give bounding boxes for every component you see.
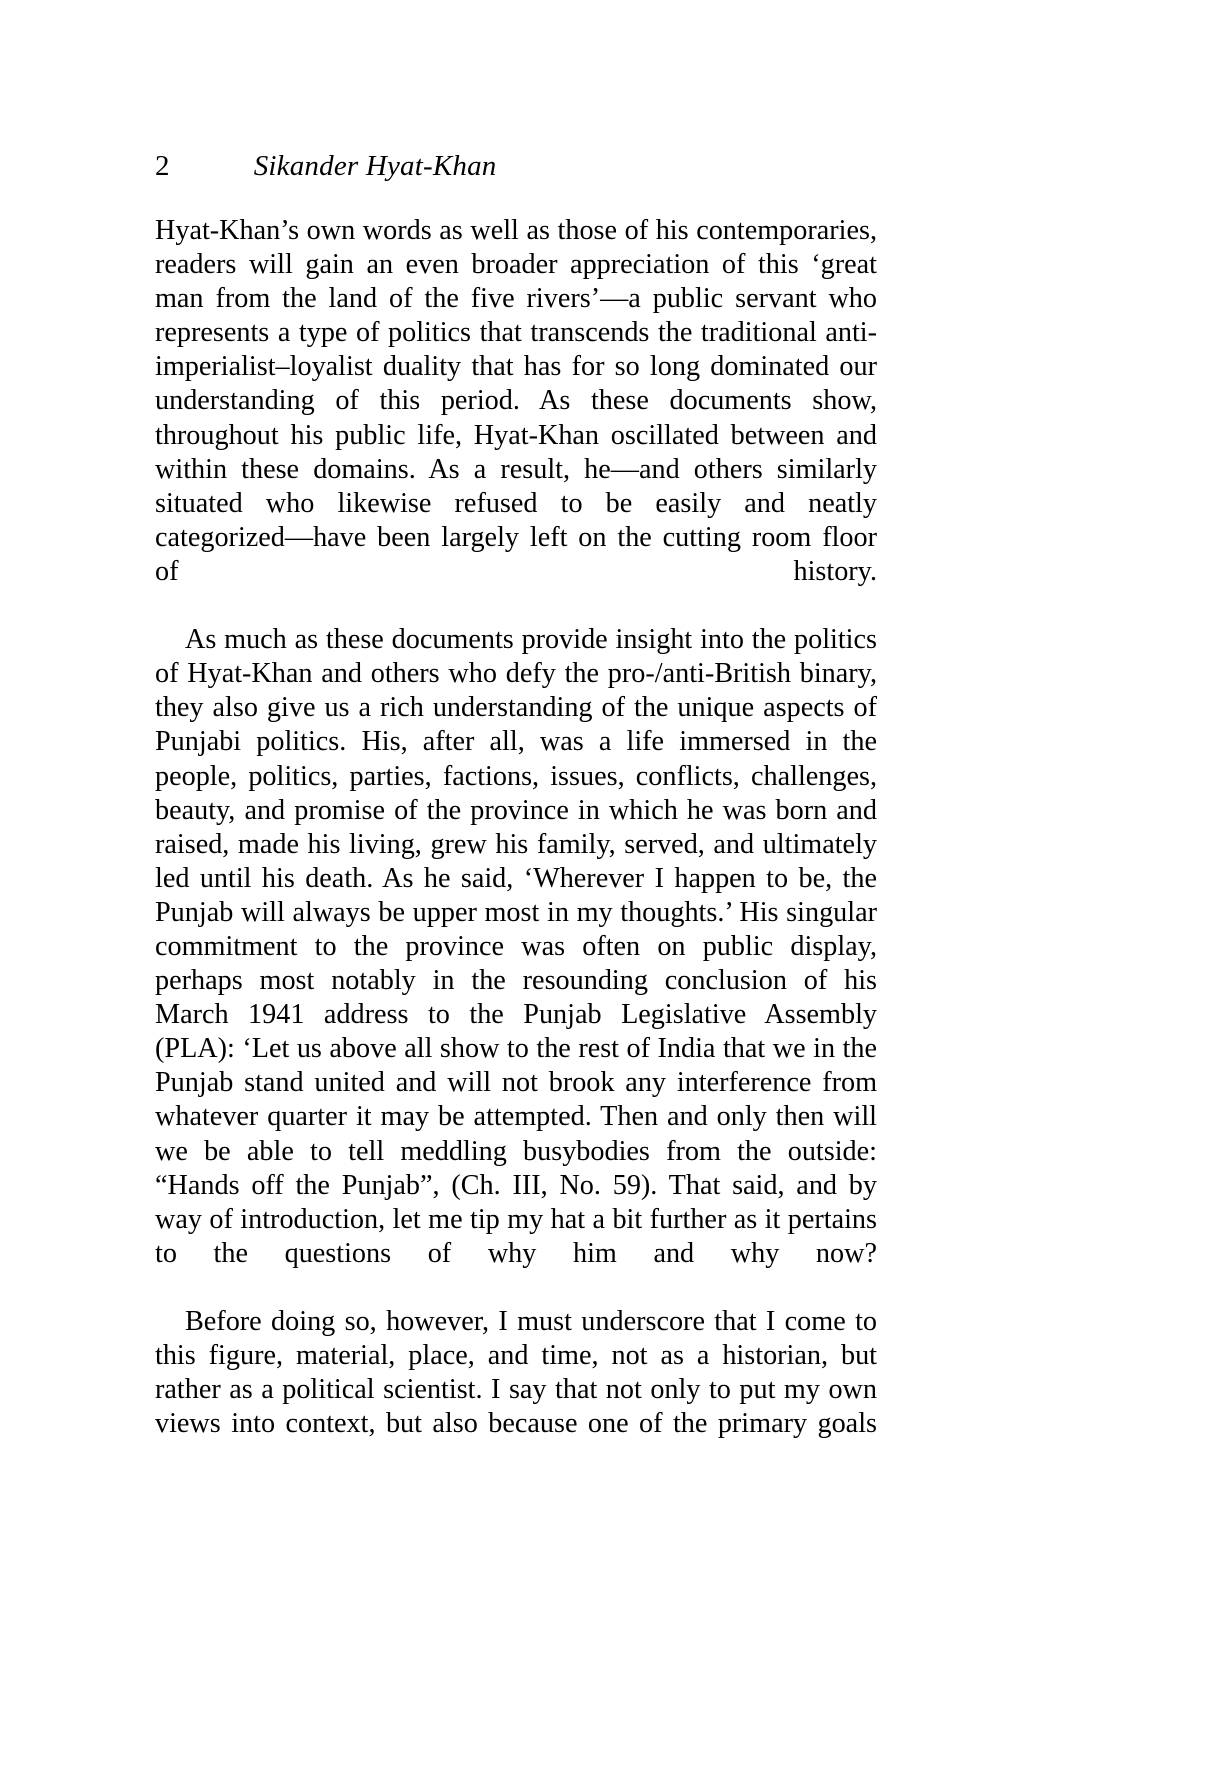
running-header-title: Sikander Hyat-Khan xyxy=(253,150,497,182)
page-number: 2 xyxy=(155,150,170,182)
running-header xyxy=(155,152,875,192)
body-paragraph: As much as these documents provide insight into the politics of Hyat-Khan and others who defy the pro-/anti-British binary, they also give us a rich understanding of the unique aspects of Punjabi politics. His, after all, was a life immersed in the people, politics, parties, factions, issues, conflicts, challenges, beauty, and promise of the province in which he was born and raised, made his living, grew his family, served, and ultimately led until his death. As he said, ‘Wherever I happen to be, the Punjab will always be upper most in my thoughts.’ His singular commitment to the province was often on public display, perhaps most notably in the resounding conclusion of his March 1941 address to the Punjab Legislative Assembly (PLA): ‘Let us above all show to the rest of India that we in the Punjab stand united and will not brook any interference from whatever quarter it may be attempted. Then and only then will we be able to tell meddling busybodies from the outside: “Hands off the Punjab”, (Ch. III, No. 59). That said, and by way of introduction, let me tip my hat a bit further as it pertains to the questions of why him and why now? xyxy=(155,624,877,1269)
body-paragraph: Hyat-Khan’s own words as well as those of his contemporaries, readers will gain an even broader appreciation of this ‘great man from the land of the five rivers’—a public servant who represents a type of politics that transcends the traditional anti-imperialist–loyalist duality that has for so long dominated our understanding of this period. As these documents show, throughout his public life, Hyat-Khan oscillated between and within these domains. As a result, he—and others similarly situated who likewise refused to be easily and neatly categorized—have been largely left on the cutting room floor of history. xyxy=(155,215,877,587)
body-paragraph: Before doing so, however, I must underscore that I come to this figure, material, place, and time, not as a historian, but rather as a political scientist. I say that not only to put my own views into context, but also because one of the primary goals xyxy=(155,1306,877,1440)
body-text-block xyxy=(155,214,877,1475)
